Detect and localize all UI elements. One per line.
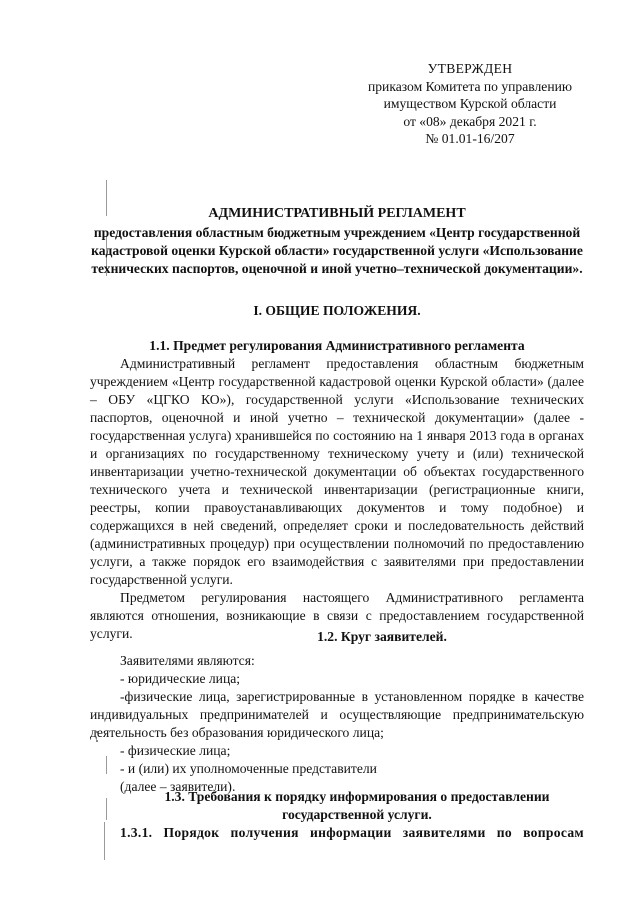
list-item: - и (или) их уполномоченные представители <box>120 761 377 776</box>
document-title-block <box>90 205 584 278</box>
subsection-1-1 <box>90 337 584 643</box>
subsection-1-3 <box>90 788 584 842</box>
approval-line: приказом Комитета по управлению <box>367 78 573 94</box>
list-item: - физические лица; <box>120 743 231 758</box>
subsection-heading: 1.3. Требования к порядку информирования о предоставлении государственной услуги. <box>164 789 550 822</box>
list-intro: Заявителями являются: <box>120 653 255 668</box>
subsection-heading: 1.1. Предмет регулирования Административного регламента <box>149 338 525 353</box>
paragraph-start: 1.3.1. Порядок получения информации заявителями по вопросам <box>120 825 584 840</box>
subsection-heading: 1.2. Круг заявителей. <box>317 629 447 644</box>
document-subtitle: предоставления областным бюджетным учреждением «Центр государственной кадастровой оценки Курской области» государственной услуги «Использование технических паспортов, оценочной и иной учетно–технической документации». <box>91 225 583 276</box>
list-item: - юридические лица; <box>120 671 241 686</box>
paragraph: Предметом регулирования настоящего Административного регламента являются отношения, возникающие в связи с предоставлением государственной услуги. <box>90 590 584 641</box>
document-title: АДМИНИСТРАТИВНЫЙ РЕГЛАМЕНТ <box>208 206 466 221</box>
paragraph: Административный регламент предоставления областным бюджетным учреждением «Центр государственной кадастровой оценки Курской области» (далее – ОБУ «ЦГКО КО»), государственной услуги «Использование технических паспортов, оценочной и иной учетно – технической документации» (далее - государственная услуга) хранившейся по состоянию на 1 января 2013 года в органах и организациях по государственному техническому учету и (или) технической инвентаризации учетно-технической документации об объектах государственного технического учета и технической инвентаризации (регистрационные книги, реестры, копии правоустанавливающих документов и тому подобное) и содержащихся в ней сведений, определяет сроки и последовательность действий (административных процедур) при осуществлении полномочий по предоставлению услуги, а также порядок его взаимодействия с заявителями при предоставлении государственной услуги. <box>90 356 584 587</box>
approval-date: от «08» декабря 2021 г. <box>403 113 537 129</box>
approval-block <box>340 60 600 148</box>
approval-number: № 01.01-16/207 <box>425 131 515 146</box>
approval-title: УТВЕРЖДЕН <box>427 61 513 76</box>
approval-line: имуществом Курской области <box>383 96 557 111</box>
subsection-1-2 <box>90 628 584 796</box>
section-heading: I. ОБЩИЕ ПОЛОЖЕНИЯ. <box>253 303 421 318</box>
list-item: -физические лица, зарегистрированные в установленном порядке в качестве индивидуальных предпринимателей и осуществляющие предпринимательскую деятельность без образования юридического лица; <box>90 689 584 740</box>
list-outro: (далее – заявители). <box>120 779 236 794</box>
section-1 <box>90 302 584 320</box>
